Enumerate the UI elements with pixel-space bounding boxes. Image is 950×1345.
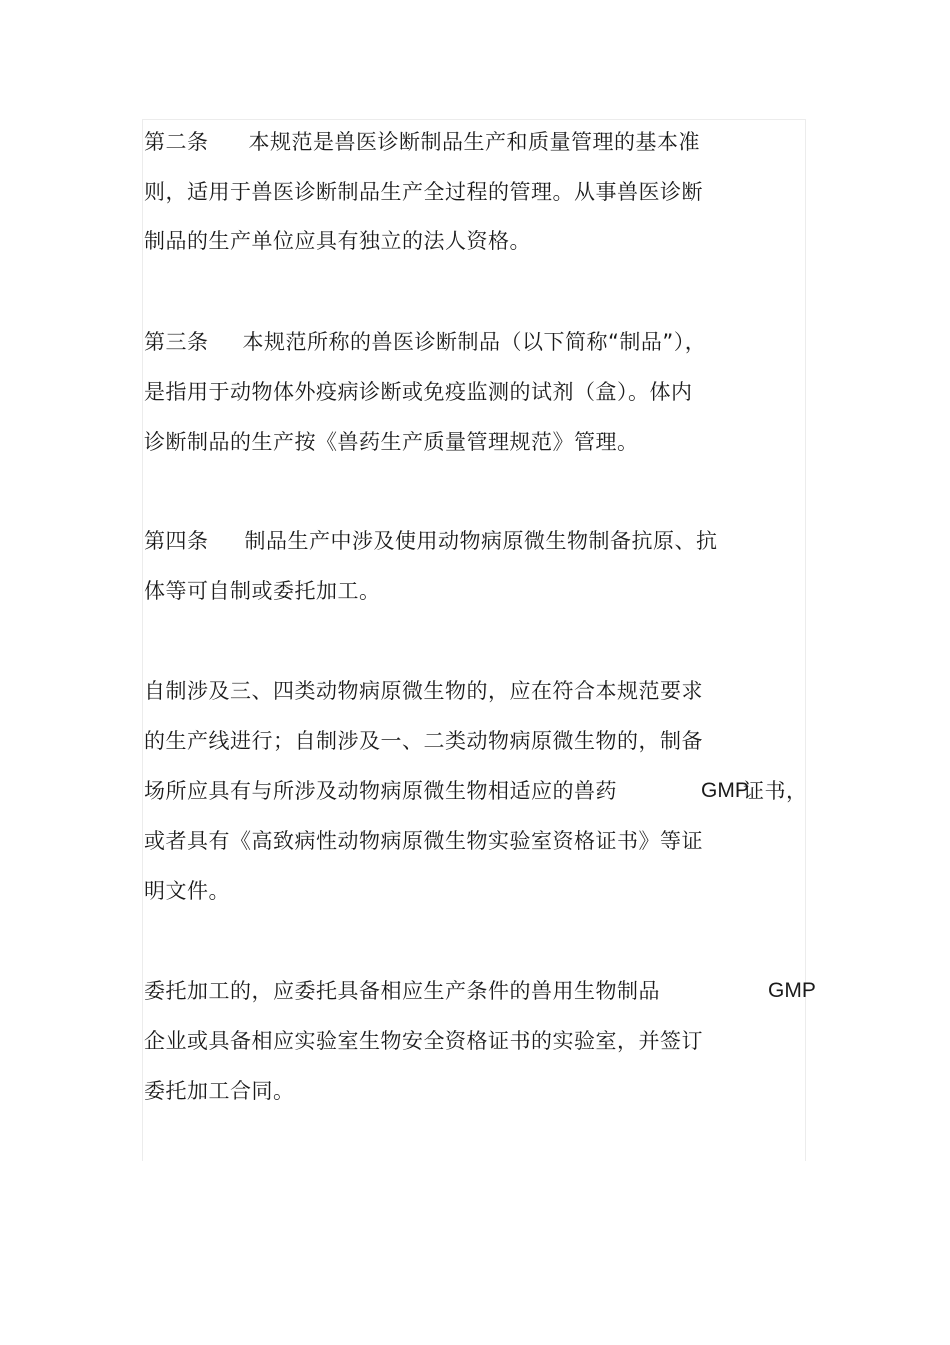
outsource-gmp: GMP: [768, 979, 816, 1002]
article-3-line-3: 诊断制品的生产按《兽药生产质量管理规范》管理。: [144, 430, 639, 454]
self-production-line-5: 明文件。: [144, 879, 230, 903]
self-production-line-3: 场所应具有与所涉及动物病原微生物相适应的兽药: [144, 779, 617, 803]
self-production-line-3-tail: 证书，: [743, 779, 808, 803]
self-production-line-1: 自制涉及三、四类动物病原微生物的，应在符合本规范要求: [144, 679, 703, 703]
outsource-line-3: 委托加工合同。: [144, 1079, 295, 1103]
article-4-line-2: 体等可自制或委托加工。: [144, 579, 381, 603]
article-4-line-1: [144, 527, 718, 555]
article-2-line-1: [144, 128, 700, 156]
article-2-line-2: 则，适用于兽医诊断制品生产全过程的管理。从事兽医诊断: [144, 180, 703, 204]
article-2-text-1: 本规范是兽医诊断制品生产和质量管理的基本准: [248, 130, 700, 154]
article-4-heading: 第四条: [144, 529, 209, 553]
article-3-text-1: 本规范所称的兽医诊断制品（以下简称“制品”），: [242, 330, 707, 354]
self-production-line-4: 或者具有《高致病性动物病原微生物实验室资格证书》等证: [144, 829, 703, 853]
article-2-heading: 第二条: [144, 130, 209, 154]
article-3-heading: 第三条: [144, 330, 209, 354]
article-4-text-1: 制品生产中涉及使用动物病原微生物制备抗原、抗: [244, 529, 718, 553]
self-production-gmp: GMP: [701, 779, 749, 802]
article-2-line-3: 制品的生产单位应具有独立的法人资格。: [144, 229, 531, 253]
self-production-line-2: 的生产线进行；自制涉及一、二类动物病原微生物的，制备: [144, 729, 703, 753]
article-3-line-1: [144, 328, 706, 356]
article-3-line-2: 是指用于动物体外疫病诊断或免疫监测的试剂（盒）。体内: [144, 380, 693, 404]
outsource-line-1: 委托加工的，应委托具备相应生产条件的兽用生物制品: [144, 979, 660, 1003]
outsource-line-2: 企业或具备相应实验室生物安全资格证书的实验室，并签订: [144, 1029, 703, 1053]
